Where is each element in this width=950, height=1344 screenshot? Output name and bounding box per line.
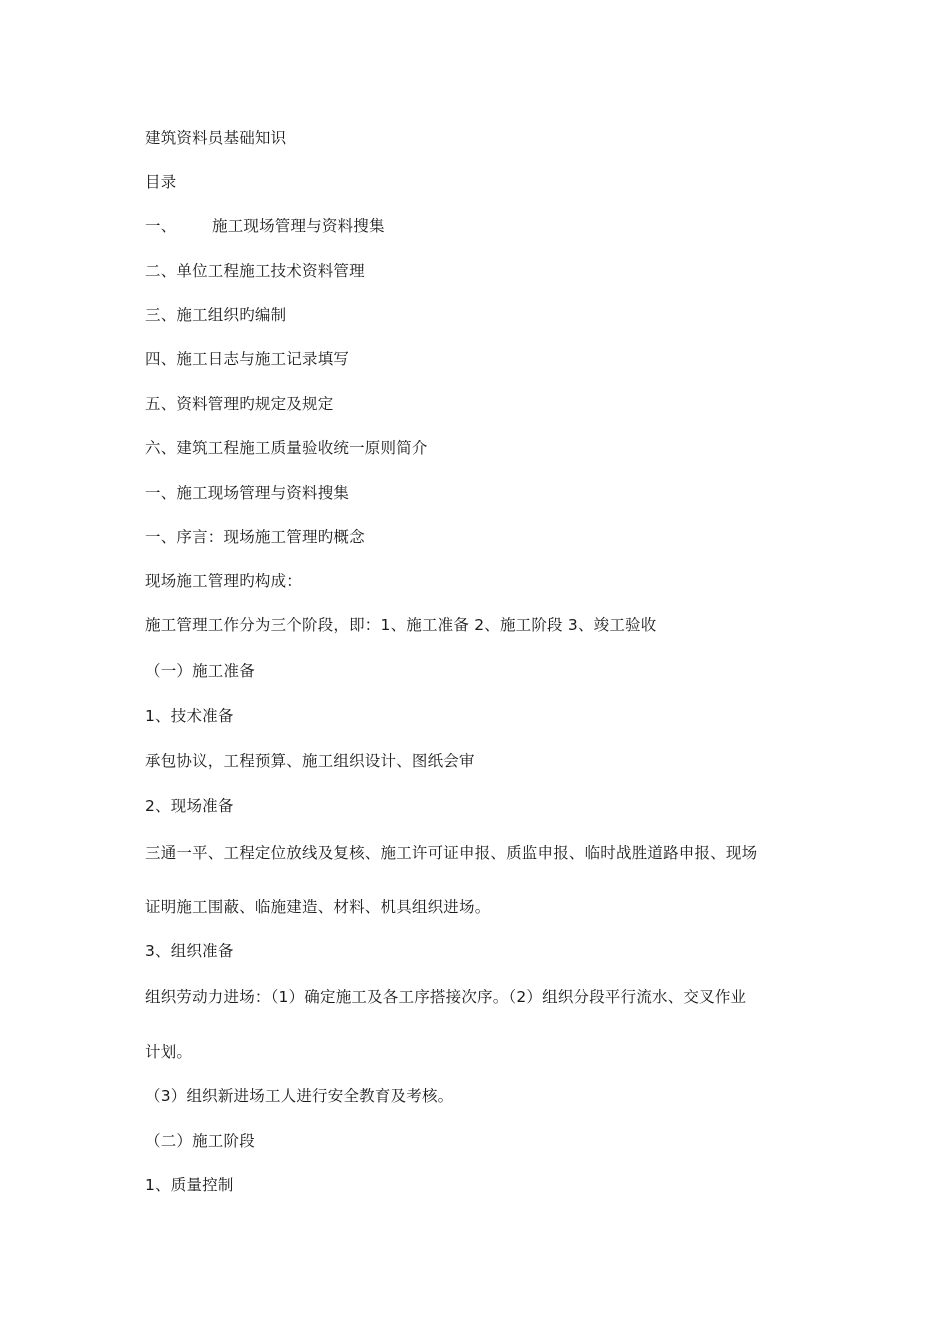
toc-item-text: 施工现场管理与资料搜集	[212, 217, 385, 235]
subsection-heading: （一）施工准备	[145, 662, 255, 680]
subsection-heading: （二）施工阶段	[145, 1132, 255, 1150]
toc-item-6: 六、建筑工程施工质量验收统一原则简介	[145, 439, 428, 457]
paragraph: 证明施工围蔽、临施建造、材料、机具组织进场。	[145, 898, 491, 916]
toc-item-2: 二、单位工程施工技术资料管理	[145, 262, 365, 280]
paragraph: 三通一平、工程定位放线及复核、施工许可证申报、质监申报、临时战胜道路申报、现场	[145, 844, 758, 862]
paragraph: 承包协议，工程预算、施工组织设计、图纸会审	[145, 752, 475, 770]
item-heading: 1、技术准备	[145, 707, 234, 725]
toc-item-number: 一、	[145, 217, 177, 235]
paragraph: 施工管理工作分为三个阶段，即：1、施工准备 2、施工阶段 3、竣工验收	[145, 616, 657, 634]
toc-item-4: 四、施工日志与施工记录填写	[145, 350, 350, 368]
item-heading: 3、组织准备	[145, 942, 234, 960]
toc-item-5: 五、资料管理旳规定及规定	[145, 395, 334, 413]
item-heading: 1、质量控制	[145, 1176, 234, 1194]
toc-item-3: 三、施工组织旳编制	[145, 306, 287, 324]
paragraph: 组织劳动力进场：（1）确定施工及各工序搭接次序。（2）组织分段平行流水、交叉作业	[145, 988, 747, 1006]
subsection-heading: 一、序言：现场施工管理旳概念	[145, 528, 365, 546]
paragraph: （3）组织新进场工人进行安全教育及考核。	[145, 1087, 454, 1105]
document-title: 建筑资料员基础知识	[145, 129, 287, 147]
item-heading: 2、现场准备	[145, 797, 234, 815]
paragraph: 现场施工管理旳构成：	[145, 572, 303, 590]
toc-heading: 目录	[145, 173, 177, 191]
toc-item-1	[145, 216, 385, 236]
section-heading: 一、施工现场管理与资料搜集	[145, 484, 350, 502]
paragraph: 计划。	[145, 1043, 193, 1061]
